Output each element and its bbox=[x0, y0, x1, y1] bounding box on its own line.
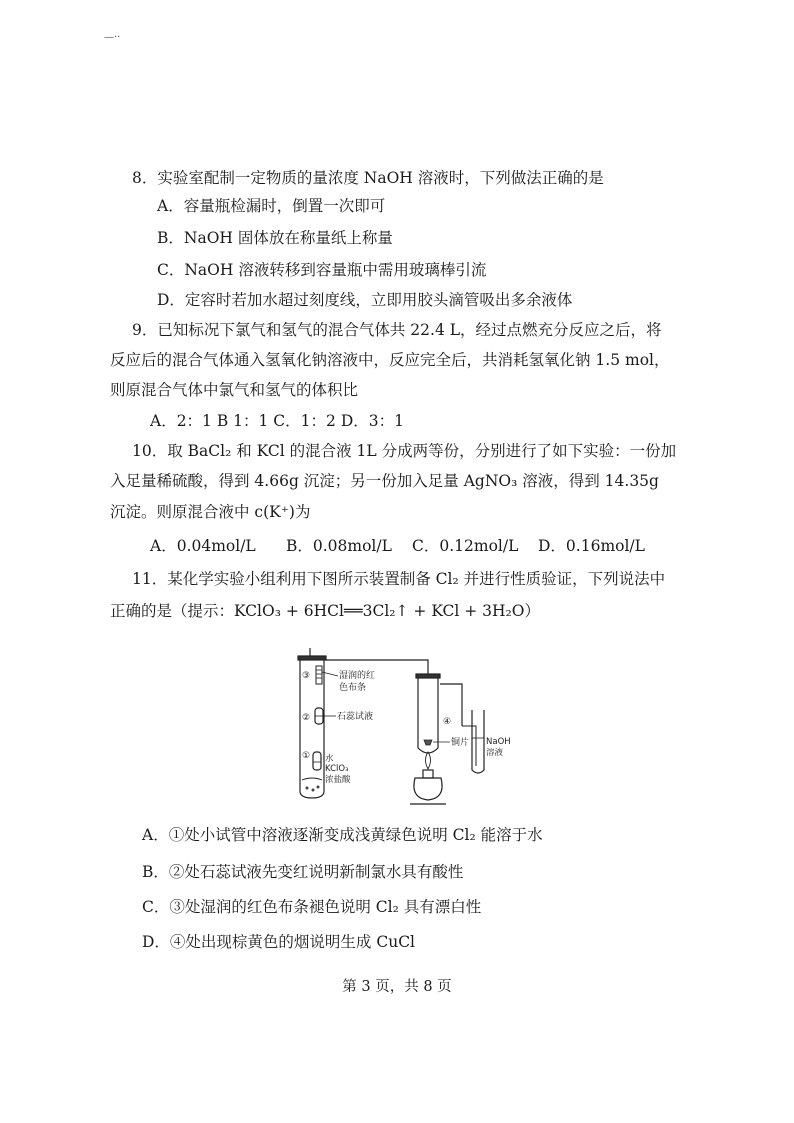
q9-options: A．2：1 B 1：1 C．1：2 D．3：1 bbox=[150, 412, 404, 430]
q11-option-c: C．③处湿润的红色布条褪色说明 Cl₂ 具有漂白性 bbox=[142, 898, 482, 916]
q8-stem: 8．实验室配制一定物质的量浓度 NaOH 溶液时，下列做法正确的是 bbox=[132, 169, 604, 187]
wet-cloth-strip bbox=[316, 666, 322, 684]
lamp-wick-holder bbox=[423, 770, 433, 778]
q11-line-1: 11．某化学实验小组利用下图所示装置制备 Cl₂ 并进行性质验证，下列说法中 bbox=[132, 570, 666, 588]
reaction-tube-stopper bbox=[416, 674, 440, 678]
large-tube-stopper bbox=[298, 656, 326, 660]
label-water: 水 bbox=[325, 754, 334, 764]
q10-option-c: C．0.12mol/L bbox=[412, 537, 519, 555]
label-cloth-1: 湿润的红 bbox=[339, 671, 376, 681]
q11-line-2: 正确的是（提示：KClO₃ + 6HCl══3Cl₂↑ + KCl + 3H₂O） bbox=[110, 602, 540, 620]
apparatus-figure bbox=[290, 648, 520, 808]
label-copper: 铜片 bbox=[451, 738, 470, 748]
q9-line-1: 9．已知标况下氯气和氢气的混合气体共 22.4 L，经过点燃充分反应之后，将 bbox=[132, 321, 662, 339]
q8-option-a: A．容量瓶检漏时，倒置一次即可 bbox=[157, 197, 386, 215]
q9-line-3: 则原混合气体中氯气和氢气的体积比 bbox=[110, 381, 359, 399]
scan-mark: —·· bbox=[104, 32, 121, 43]
q11-option-a: A．①处小试管中溶液逐渐变成浅黄绿色说明 Cl₂ 能溶于水 bbox=[142, 826, 543, 844]
alcohol-lamp bbox=[414, 778, 442, 800]
q10-option-a: A．0.04mol/L bbox=[150, 537, 256, 555]
lamp-flame bbox=[426, 752, 431, 769]
label-naoh-2: 溶液 bbox=[486, 748, 504, 758]
marker-1: ① bbox=[302, 751, 311, 761]
page-footer: 第 3 页，共 8 页 bbox=[342, 979, 452, 995]
label-litmus: 石蕊试液 bbox=[337, 712, 374, 722]
water-small-tube bbox=[313, 752, 321, 770]
q8-option-b: B．NaOH 固体放在称量纸上称量 bbox=[157, 229, 393, 247]
q10-line-3: 沉淀。则原混合液中 c(K⁺)为 bbox=[110, 503, 311, 521]
label-hcl: 浓盐酸 bbox=[325, 775, 351, 785]
q10-option-d: D．0.16mol/L bbox=[538, 537, 645, 555]
q11-option-d: D．④处出现棕黄色的烟说明生成 CuCl bbox=[142, 933, 416, 951]
q10-line-1: 10．取 BaCl₂ 和 KCl 的混合液 1L 分成两等份，分别进行了如下实验：一份加 bbox=[132, 442, 677, 460]
marker-2: ② bbox=[302, 713, 311, 723]
copper-sheet bbox=[424, 740, 432, 745]
q11-option-b: B．②处石蕊试液先变红说明新制氯水具有酸性 bbox=[142, 863, 464, 881]
marker-3: ③ bbox=[302, 671, 311, 681]
q10-option-b: B．0.08mol/L bbox=[286, 537, 392, 555]
label-naoh-1: NaOH bbox=[486, 737, 511, 747]
q8-option-c: C．NaOH 溶液转移到容量瓶中需用玻璃棒引流 bbox=[157, 261, 487, 279]
q10-line-2: 入足量稀硫酸，得到 4.66g 沉淀；另一份加入足量 AgNO₃ 溶液，得到 14.35g bbox=[110, 472, 659, 490]
naoh-test-tube bbox=[472, 710, 484, 773]
label-cloth-2: 色布条 bbox=[339, 683, 367, 693]
q8-option-d: D．定容时若加水超过刻度线，立即用胶头滴管吸出多余液体 bbox=[157, 291, 573, 309]
marker-4: ④ bbox=[443, 717, 452, 727]
hcl-level bbox=[302, 778, 322, 780]
q9-line-2: 反应后的混合气体通入氢氧化钠溶液中，反应完全后，共消耗氢氧化钠 1.5 mol， bbox=[110, 351, 670, 369]
label-kclo3: KClO₃ bbox=[325, 764, 349, 774]
